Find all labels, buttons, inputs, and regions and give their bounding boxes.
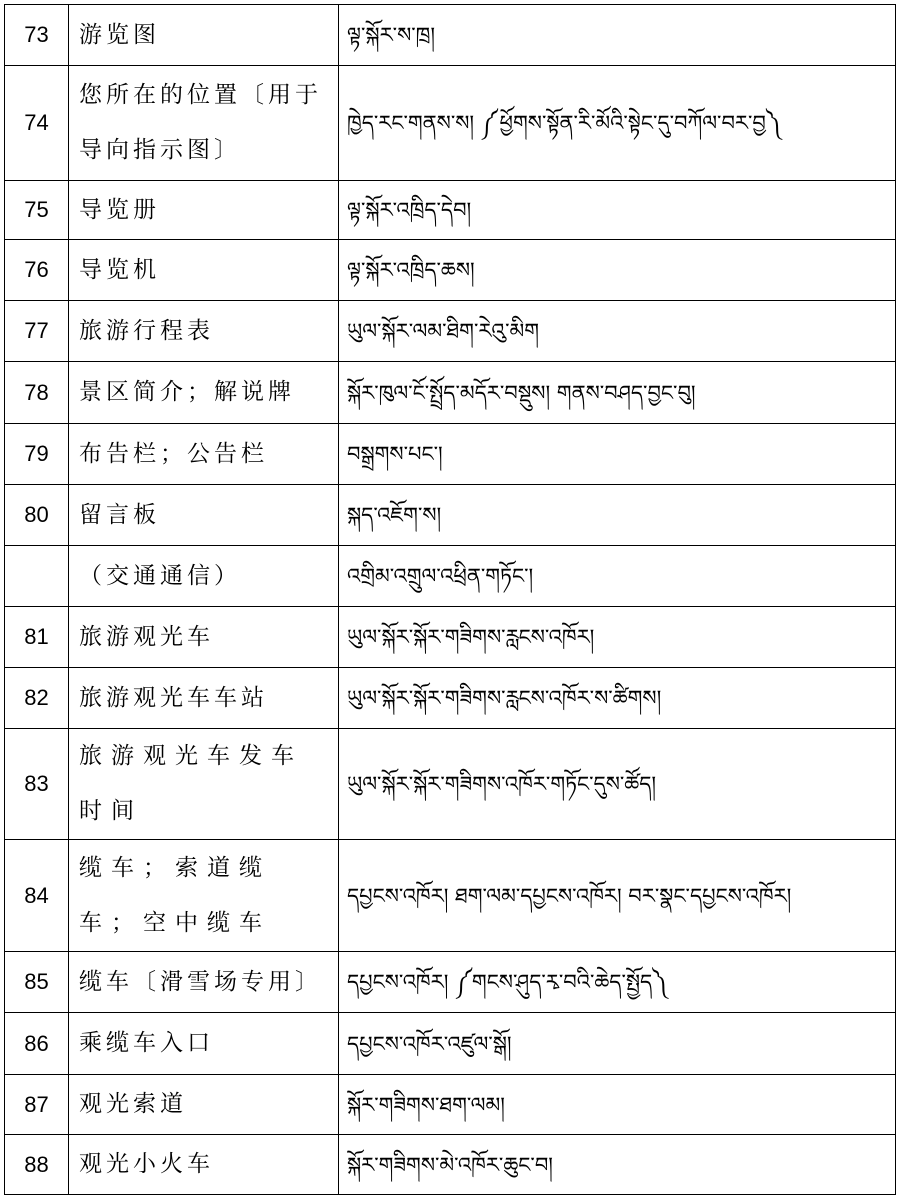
table-row xyxy=(5,66,896,181)
entry-number: 85 xyxy=(5,952,69,1013)
table-row xyxy=(5,1013,896,1075)
chinese-term: 您所在的位置〔用于导向指示图〕 xyxy=(69,66,339,181)
tibetan-term: ལྟ་སྐོར་འཁྲིད་དེབ། xyxy=(339,181,896,240)
chinese-term: 导览册 xyxy=(69,181,339,240)
table-row xyxy=(5,668,896,729)
chinese-term: 缆车；索道缆车；空中缆车 xyxy=(69,840,339,952)
tibetan-term: སྐོར་གཟིགས་མེ་འཁོར་ཆུང་བ། xyxy=(339,1135,896,1195)
entry-number: 80 xyxy=(5,485,69,546)
entry-number: 75 xyxy=(5,181,69,240)
entry-number: 87 xyxy=(5,1075,69,1135)
chinese-term: 旅游观光车发车时间 xyxy=(69,729,339,840)
chinese-term: 游览图 xyxy=(69,5,339,66)
tibetan-term: ལྟ་སྐོར་འཁྲིད་ཆས། xyxy=(339,240,896,301)
entry-number: 76 xyxy=(5,240,69,301)
tibetan-term: བསྒྲགས་པང་། xyxy=(339,424,896,485)
table-row xyxy=(5,240,896,301)
tibetan-term: ཁྱེད་རང་གནས་ས། ༼ཕྱོགས་སྟོན་རི་མོའི་སྟེང་དུ་བཀོལ་བར་བྱ༽ xyxy=(339,66,896,181)
tibetan-term: ཡུལ་སྐོར་སྐོར་གཟིགས་རླངས་འཁོར། xyxy=(339,607,896,668)
table-row xyxy=(5,1075,896,1135)
entry-number: 74 xyxy=(5,66,69,181)
entry-number: 77 xyxy=(5,301,69,362)
tibetan-term: ཡུལ་སྐོར་སྐོར་གཟིགས་རླངས་འཁོར་ས་ཚིགས། xyxy=(339,668,896,729)
chinese-term: 旅游观光车 xyxy=(69,607,339,668)
table-row xyxy=(5,1135,896,1195)
table-row xyxy=(5,362,896,424)
entry-number: 82 xyxy=(5,668,69,729)
chinese-term: 布告栏；公告栏 xyxy=(69,424,339,485)
table-row xyxy=(5,607,896,668)
chinese-term: 导览机 xyxy=(69,240,339,301)
tibetan-term: སྐོར་གཟིགས་ཐག་ལམ། xyxy=(339,1075,896,1135)
entry-number: 86 xyxy=(5,1013,69,1075)
chinese-term: 观光小火车 xyxy=(69,1135,339,1195)
tibetan-term: དཔྱངས་འཁོར་འཛུལ་སྒོ། xyxy=(339,1013,896,1075)
tibetan-term: ལྟ་སྐོར་ས་ཁྲ། xyxy=(339,5,896,66)
chinese-term: 留言板 xyxy=(69,485,339,546)
tibetan-term: འགྲིམ་འགྲུལ་འཕྲིན་གཏོང་། xyxy=(339,546,896,607)
table-row xyxy=(5,485,896,546)
entry-number: 81 xyxy=(5,607,69,668)
chinese-term: 旅游行程表 xyxy=(69,301,339,362)
tibetan-term: སྐོར་ཁུལ་ངོ་སྤྲོད་མདོར་བསྡུས། གནས་བཤད་བྱང་བུ། xyxy=(339,362,896,424)
table-row xyxy=(5,5,896,66)
chinese-term: 观光索道 xyxy=(69,1075,339,1135)
table-row xyxy=(5,301,896,362)
table-row xyxy=(5,840,896,952)
entry-number: 83 xyxy=(5,729,69,840)
tibetan-term: དཔྱངས་འཁོར། ༼གངས་ཤུད་རྭ་བའི་ཆེད་སྤྱོད༽ xyxy=(339,952,896,1013)
glossary-table xyxy=(4,4,896,1195)
tibetan-term: སྐད་འཇོག་ས། xyxy=(339,485,896,546)
entry-number: 73 xyxy=(5,5,69,66)
entry-number: 84 xyxy=(5,840,69,952)
table-row xyxy=(5,729,896,840)
chinese-term: 乘缆车入口 xyxy=(69,1013,339,1075)
table-row xyxy=(5,424,896,485)
tibetan-term: ཡུལ་སྐོར་སྐོར་གཟིགས་འཁོར་གཏོང་དུས་ཚོད། xyxy=(339,729,896,840)
section-heading-row xyxy=(5,546,896,607)
entry-number: 88 xyxy=(5,1135,69,1195)
entry-number: 78 xyxy=(5,362,69,424)
table-row xyxy=(5,181,896,240)
tibetan-term: ཡུལ་སྐོར་ལམ་ཐིག་རེའུ་མིག xyxy=(339,301,896,362)
chinese-term: 景区简介；解说牌 xyxy=(69,362,339,424)
entry-number: 79 xyxy=(5,424,69,485)
tibetan-term: དཔྱངས་འཁོར། ཐག་ལམ་དཔྱངས་འཁོར། བར་སྣང་དཔྱངས་འཁོར། xyxy=(339,840,896,952)
chinese-term: 旅游观光车车站 xyxy=(69,668,339,729)
entry-number xyxy=(5,546,69,607)
chinese-term: （交通通信） xyxy=(69,546,339,607)
table-row xyxy=(5,952,896,1013)
chinese-term: 缆车〔滑雪场专用〕 xyxy=(69,952,339,1013)
